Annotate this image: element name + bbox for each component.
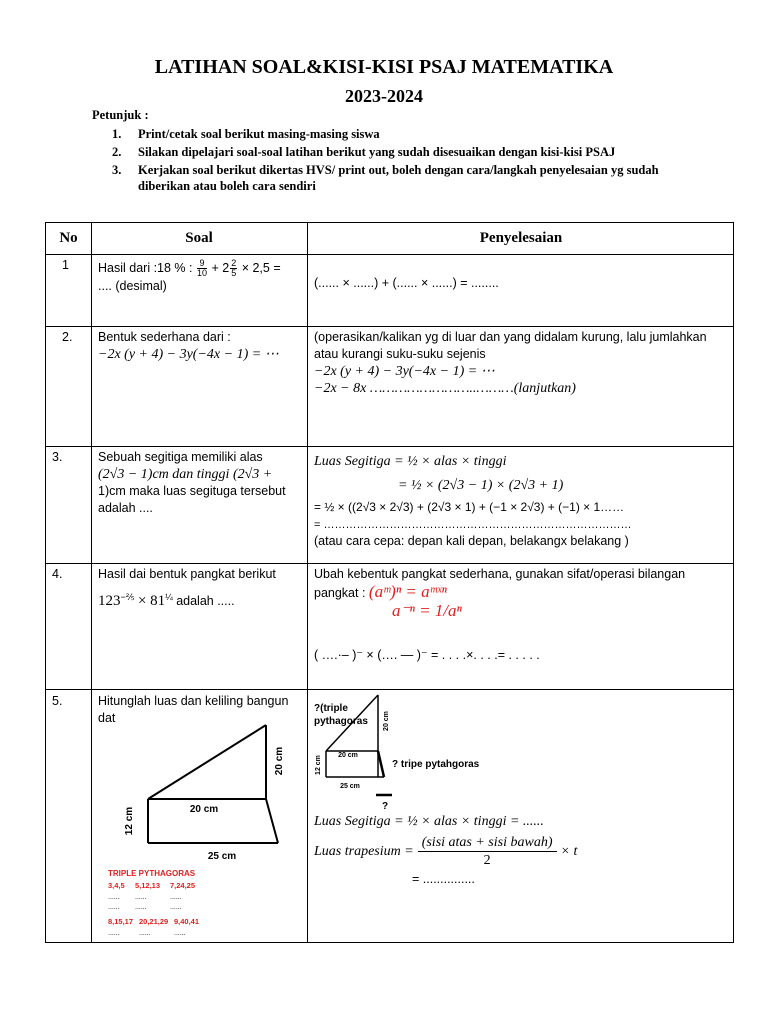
peny-expression: Luas trapesium = [314,843,414,859]
soal-text: Hasil dai bentuk pangkat berikut [98,567,276,581]
triple-note: pythagoras [314,716,368,727]
soal-text: adalah ..... [176,594,235,609]
question-mark: ? [382,801,389,812]
label-bottom: 25 cm [340,783,360,790]
soal-text: adalah .... [98,501,153,515]
fraction-den: 5 [231,268,237,278]
peny-expression: × t [560,843,578,859]
triple-title: TRIPLE PYTHAGORAS [108,869,196,878]
row-2-no: 2. [62,330,73,344]
fraction-num: 9 [197,259,207,269]
row-4-soal [98,566,303,610]
soal-text: 1)cm maka luas segituga tersebut [98,484,286,498]
instruction-number: 3. [112,163,122,177]
row-divider [46,563,733,564]
header-soal: Soal [185,230,213,246]
dots: ...... [174,930,186,937]
soal-text: Hitunglah luas dan keliling bangun [98,694,289,708]
label-left: 12 cm [315,755,322,775]
soal-text: Sebuah segitiga memiliki alas [98,450,263,464]
fraction-den: 2 [483,852,491,868]
peny-text: Ubah kebentuk pangkat sederhana, gunakan sifat/operasi bilangan [314,567,686,581]
dots: ...... [170,894,182,901]
row-3-no: 3. [52,450,63,464]
exponent-rule: (aᵐ)ⁿ = aᵐˣⁿ [368,582,447,601]
fraction-num: (sisi atas + sisi bawah) [418,834,557,852]
dots: ...... [135,904,147,911]
peny-expression: −2x (y + 4) − 3y(−4x − 1) = ⋯ [314,364,495,379]
exponent: −⅖ [120,592,135,602]
figure-edge [266,799,278,843]
instruction-text: Silakan dipelajari soal-soal latihan berikut yang sudah disesuaikan dengan kisi-kisi PSAJ [138,145,616,159]
soal-text: .... (desimal) [98,279,167,293]
triple-value: 3,4,5 [108,881,125,890]
instructions-label: Petunjuk : [92,108,149,122]
label-top: 20 cm [189,804,219,815]
label-left: 12 cm [124,806,135,836]
figure-edge [148,725,266,799]
instruction-number: 2. [112,145,122,159]
row-1-soal [98,259,303,295]
question-mark: ? tripe pytahgoras [392,759,480,770]
dots: ...... [108,930,120,937]
peny-text: (atau cara cepa: depan kali depan, belakangx belakang ) [314,534,629,548]
soal-text: × 2,5 = [241,260,281,275]
soal-text: Bentuk sederhana dari : [98,330,231,344]
row-divider [46,446,733,447]
row-5-no: 5. [52,694,63,708]
dots: ...... [170,904,182,911]
peny-expression: = ............... [412,872,475,886]
dots: ...... [108,894,120,901]
peny-expression: = ½ × (2√3 − 1) × (2√3 + 1) [398,478,564,493]
dots: ...... [139,930,151,937]
row-divider [46,254,733,255]
triple-value: 20,21,29 [139,917,169,926]
page-title: LATIHAN SOAL&KISI-KISI PSAJ MATEMATIKA [154,56,614,78]
fraction [230,259,237,278]
soal-text: + 2 [211,260,230,275]
row-divider [46,326,733,327]
triple-note: ?(triple [314,703,348,714]
triple-value: 5,12,13 [135,881,161,890]
label-side: 20 cm [274,746,285,776]
page-year: 2023-2024 [345,86,423,106]
soal-expression: 123 [98,593,121,610]
label-side: 20 cm [383,711,390,731]
soal-text: dat [98,711,116,725]
formula-fraction [418,834,557,869]
triple-value: 9,40,41 [174,917,200,926]
column-divider [307,223,308,942]
question-table [45,222,734,943]
peny-expression: Luas Segitiga = ½ × alas × tinggi = ...... [314,814,544,829]
exponent-rule: a⁻ⁿ = 1/aⁿ [392,601,462,620]
row-3-soal [98,449,303,517]
dots: ...... [135,894,147,901]
soal-expression: −2x (y + 4) − 3y(−4x − 1) = ⋯ [98,347,279,362]
peny-expression: −2x − 8x ……………………..………(lanjutkan) [314,381,576,396]
instruction-text: Kerjakan soal berikut dikertas HVS/ print out, boleh dengan cara/langkah penyelesaian yg sudah diberikan atau boleh cara sendiri [138,163,659,193]
row-2-penyelesaian [314,329,729,397]
fraction-den: 10 [196,268,207,278]
peny-expression: ( ….·– )⁻ × (…. — )⁻ = . . . .×. . . .= . . . . . [314,648,540,662]
peny-expression: Luas Segitiga = ½ × alas × tinggi [314,454,507,469]
soal-expression: (2√3 − 1)cm dan tinggi (2√3 + [98,467,273,482]
peny-expression: = ½ × ((2√3 × 2√3) + (2√3 × 1) + (−1 × 2√3) + (−1) × 1…… [314,500,625,514]
row-1-penyelesaian: (...... × ......) + (...... × ......) = ........ [314,276,499,290]
row-2-soal [98,329,303,363]
header-no: No [59,230,78,246]
header-penyelesaian: Penyelesaian [479,230,563,246]
row-1-no: 1 [62,258,69,272]
fraction [197,259,207,278]
exponent: ¼ [165,592,173,602]
peny-text: (operasikan/kalikan yg di luar dan yang didalam kurung, lalu jumlahkan atau kurangi suku-suku sejenis [314,330,707,361]
soal-text: Hasil dari :18 % : [98,260,193,275]
row-divider [46,689,733,690]
label-bottom: 25 cm [207,851,237,862]
row-4-penyelesaian [314,566,732,664]
instruction-number: 1. [112,127,122,141]
peny-text: pangkat : [314,586,366,600]
row-3-penyelesaian [314,453,732,550]
solution-figure [310,691,530,813]
triple-value: 8,15,17 [108,917,134,926]
trapezoid-formula [314,835,732,867]
row-4-no: 4. [52,567,63,581]
trapezoid-figure [92,713,306,943]
peny-expression: = ………………………………………………………………………… [314,519,632,531]
instruction-text: Print/cetak soal berikut masing-masing siswa [138,127,380,141]
row-5-penyelesaian [314,813,732,888]
triple-value: 7,24,25 [170,881,196,890]
label-top: 20 cm [338,752,358,759]
fraction-num: 2 [231,258,237,268]
dots: ...... [108,904,120,911]
soal-expression: × 81 [137,593,166,610]
